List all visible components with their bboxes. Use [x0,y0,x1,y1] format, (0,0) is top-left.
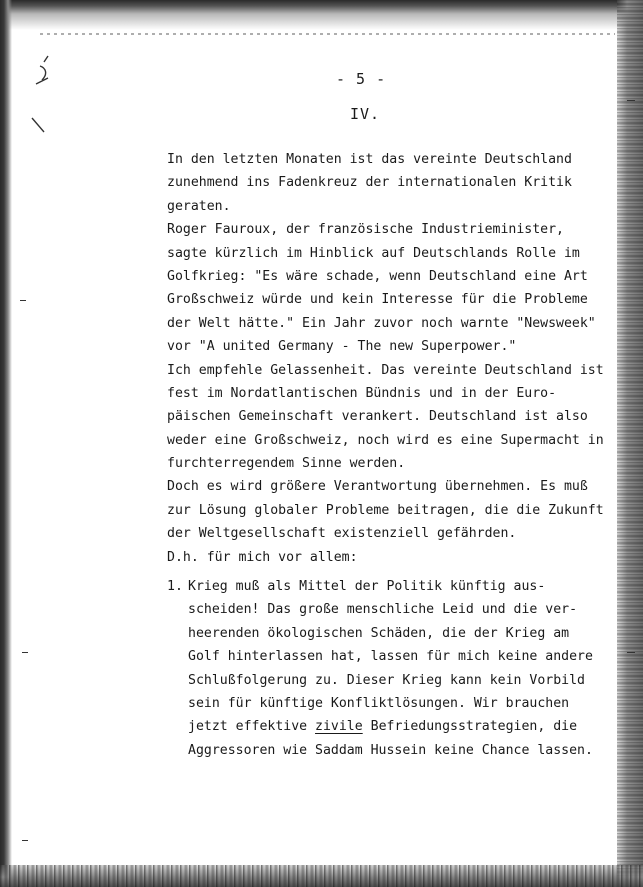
text-line: sagte kürzlich im Hinblick auf Deutschlands Rolle im [167,245,580,261]
scan-top-edge [0,0,643,30]
scan-top-dash-artifact [40,33,615,35]
text-line: päischen Gemeinschaft verankert. Deutschland ist also [167,409,588,425]
margin-tick [627,100,635,101]
text-line: fest im Nordatlantischen Bündnis und in der Euro- [167,385,557,401]
text-line: Ich empfehle Gelassenheit. Das vereinte Deutschland ist [167,362,604,378]
underlined-word: zivile [315,719,363,735]
text-line: Golf hinterlassen hat, lassen für mich keine andere [188,649,593,665]
text-line: Großschweiz würde und kein Interesse für die Probleme [167,292,588,308]
text-line: D.h. für mich vor allem: [167,549,358,565]
margin-tick [22,652,28,653]
text-segment: jetzt effektive [188,719,316,735]
text-segment: Befriedungsstrategien, die [362,719,578,735]
text-line: weder eine Großschweiz, noch wird es eine Supermacht in [167,432,604,448]
text-line: Aggressoren wie Saddam Hussein keine Chance lassen. [188,742,593,758]
margin-tick [22,840,28,841]
body-text [167,148,604,569]
text-line: In den letzten Monaten ist das vereinte Deutschland [167,152,572,167]
text-line: Krieg muß als Mittel der Politik künftig aus- [188,579,546,594]
text-line: Doch es wird größere Verantwortung übernehmen. Es muß [167,479,588,495]
text-line: der Weltgesellschaft existenziell gefährden. [167,526,517,542]
text-line: Golfkrieg: "Es wäre schade, wenn Deutschland eine Art [167,268,588,284]
margin-tick [20,300,26,301]
text-line: scheiden! Das große menschliche Leid und die ver- [188,602,578,618]
section-heading: IV. [350,105,381,123]
text-line: vor "A united Germany - The new Superpower." [167,339,517,355]
text-line: zunehmend ins Fadenkreuz der internationalen Kritik [167,175,572,191]
text-line: zur Lösung globaler Probleme beitragen, die die Zukunft [167,502,604,518]
text-line: Roger Fauroux, der französische Industrieminister, [167,222,564,238]
pen-scribble-mark [26,48,66,158]
margin-tick [627,652,635,653]
scan-bottom-edge [0,865,643,887]
text-line: der Welt hätte." Ein Jahr zuvor noch warnte "Newsweek" [167,315,596,331]
list-number: 1. [167,579,183,594]
text-line: heerenden ökologischen Schäden, die der Krieg am [188,625,570,641]
text-line [188,715,588,738]
list-item-text [188,575,593,762]
text-line: sein für künftige Konfliktlösungen. Wir brauchen [188,695,570,711]
text-line: Schlußfolgerung zu. Dieser Krieg kann kein Vorbild [188,672,585,688]
page-number: - 5 - [336,70,387,88]
scan-left-edge [0,0,12,887]
scan-right-edge [617,0,643,887]
text-line: furchterregendem Sinne werden. [167,456,406,472]
text-line: geraten. [167,198,231,214]
